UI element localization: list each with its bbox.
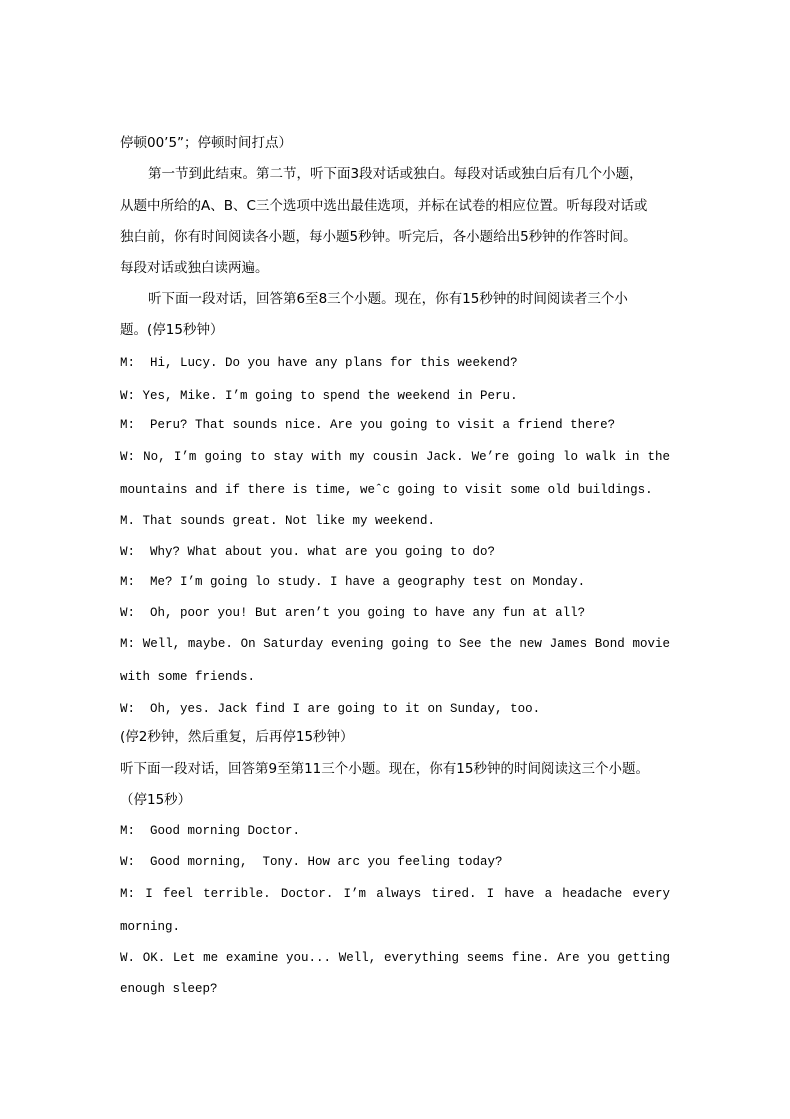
dialogue2-line-continued: morning. [120,920,181,934]
dialogue1-line: W: Oh, poor you! But aren’t you going to have any fun at all? [120,606,586,620]
dialogue1-line-continued: mountains and if there is time, weˆc going to visit some old buildings. [120,483,653,497]
dialogue2-line-continued: enough sleep? [120,982,218,996]
section-intro-line-2: 从题中所给的A、B、C三个选项中选出最佳选项，并标在试卷的相应位置。听每段对话或 [120,198,648,214]
dialogue1-line: M: Hi, Lucy. Do you have any plans for this weekend? [120,356,518,370]
dialogue2-instruction-line-1: 听下面一段对话，回答第9至第11三个小题。现在，你有15秒钟的时间阅读这三个小题。 [120,761,649,777]
dialogue1-line: W: Oh, yes. Jack find I are going to it on Sunday, too. [120,702,541,716]
section-intro-line-3: 独白前，你有时间阅读各小题，每小题5秒钟。听完后，各小题给出5秒钟的作答时间。 [120,229,637,245]
dialogue2-line: W: Good morning, Tony. How arc you feeling today? [120,855,503,869]
dialogue2-line: M: I feel terrible. Doctor. I’m always tired. I have a headache every [120,887,670,901]
dialogue2-line: M: Good morning Doctor. [120,824,301,838]
dialogue1-line: W: Yes, Mike. I’m going to spend the weekend in Peru. [120,389,518,403]
section-intro-line-4: 每段对话或独白读两遍。 [120,260,269,276]
paragraph-pause-note: 停顿00’5”；停顿时间打点） [120,135,293,151]
dialogue1-line: M. That sounds great. Not like my weekend. [120,514,436,528]
section-intro-line-1: 第一节到此结束。第二节，听下面3段对话或独白。每段对话或独白后有几个小题， [148,166,643,182]
dialogue1-instruction-line-2: 题。(停15秒钟） [120,322,224,338]
dialogue1-line: M: Well, maybe. On Saturday evening going to See the new James Bond movie [120,637,670,651]
dialogue1-line: W: Why? What about you. what are you going to do? [120,545,496,559]
dialogue2-instruction-line-2: （停15秒） [120,792,192,808]
dialogue1-line: W: No, I’m going to stay with my cousin Jack. We’re going lo walk in the [120,450,670,464]
dialogue1-line: M: Peru? That sounds nice. Are you going to visit a friend there? [120,418,616,432]
dialogue2-line: W. OK. Let me examine you... Well, everything seems fine. Are you getting [120,951,670,965]
dialogue1-instruction-line-1: 听下面一段对话，回答第6至8三个小题。现在，你有15秒钟的时间阅读者三个小 [148,291,628,307]
repeat-pause-note: (停2秒钟，然后重复，后再停15秒钟） [120,729,354,745]
dialogue1-line-continued: with some friends. [120,670,256,684]
dialogue1-line: M: Me? I’m going lo study. I have a geography test on Monday. [120,575,586,589]
